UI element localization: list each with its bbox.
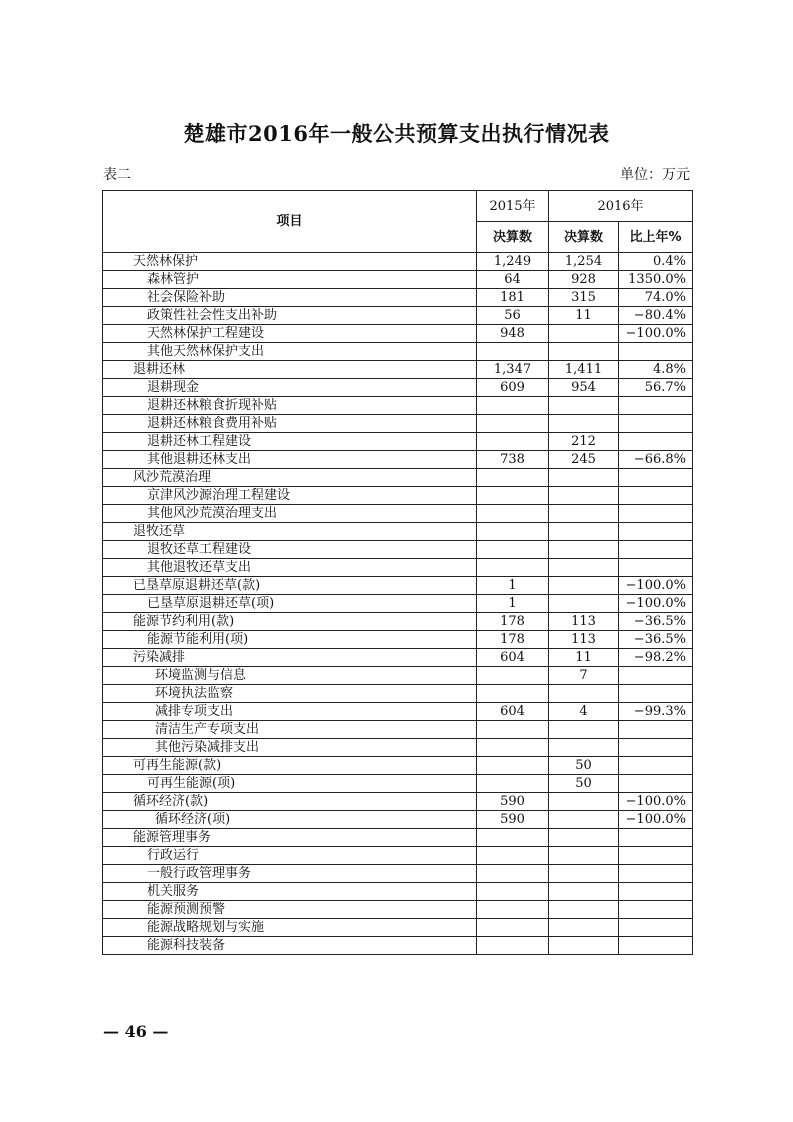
- row-item-name: 退牧还草: [103, 523, 477, 541]
- table-row: [103, 361, 693, 379]
- row-value-2016: [549, 343, 619, 361]
- row-change-percent: [619, 883, 693, 901]
- row-value-2016: [549, 595, 619, 613]
- row-value-2015: [477, 865, 549, 883]
- table-row: [103, 307, 693, 325]
- row-value-2016: 4: [549, 703, 619, 721]
- row-item-name: 其他天然林保护支出: [103, 343, 477, 361]
- row-change-percent: −100.0%: [619, 577, 693, 595]
- table-row: [103, 379, 693, 397]
- row-value-2015: 604: [477, 649, 549, 667]
- row-item-name: 天然林保护工程建设: [103, 325, 477, 343]
- year-2016-header: 2016年: [549, 191, 693, 222]
- row-value-2015: [477, 739, 549, 757]
- table-row: [103, 685, 693, 703]
- unit-label: 单位：万元: [620, 167, 690, 183]
- row-value-2016: [549, 577, 619, 595]
- row-item-name: 退耕还林粮食费用补贴: [103, 415, 477, 433]
- row-change-percent: −36.5%: [619, 613, 693, 631]
- row-change-percent: [619, 667, 693, 685]
- row-value-2016: [549, 739, 619, 757]
- row-item-name: 能源节能利用(项): [103, 631, 477, 649]
- row-change-percent: −100.0%: [619, 325, 693, 343]
- row-value-2015: [477, 757, 549, 775]
- row-value-2015: [477, 433, 549, 451]
- row-change-percent: −80.4%: [619, 307, 693, 325]
- row-value-2016: [549, 901, 619, 919]
- row-value-2016: 928: [549, 271, 619, 289]
- row-value-2015: [477, 685, 549, 703]
- row-value-2015: 181: [477, 289, 549, 307]
- row-change-percent: −98.2%: [619, 649, 693, 667]
- row-value-2016: 1,254: [549, 253, 619, 271]
- row-value-2015: 178: [477, 613, 549, 631]
- row-value-2015: [477, 397, 549, 415]
- row-change-percent: [619, 757, 693, 775]
- row-change-percent: −66.8%: [619, 451, 693, 469]
- row-change-percent: [619, 415, 693, 433]
- row-item-name: 其他退牧还草支出: [103, 559, 477, 577]
- row-value-2016: [549, 829, 619, 847]
- row-item-name: 京津风沙源治理工程建设: [103, 487, 477, 505]
- row-change-percent: [619, 865, 693, 883]
- row-change-percent: [619, 487, 693, 505]
- row-item-name: 环境监测与信息: [103, 667, 477, 685]
- row-change-percent: [619, 829, 693, 847]
- row-value-2016: 50: [549, 775, 619, 793]
- row-item-name: 能源预测预警: [103, 901, 477, 919]
- page-number: — 46 —: [103, 1022, 169, 1041]
- table-row: [103, 505, 693, 523]
- row-value-2015: 178: [477, 631, 549, 649]
- table-row: [103, 901, 693, 919]
- row-value-2015: [477, 487, 549, 505]
- row-value-2016: [549, 937, 619, 955]
- table-row: [103, 937, 693, 955]
- row-item-name: 社会保险补助: [103, 289, 477, 307]
- table-row: [103, 253, 693, 271]
- row-value-2016: [549, 559, 619, 577]
- row-value-2016: 113: [549, 631, 619, 649]
- row-change-percent: [619, 433, 693, 451]
- row-value-2016: 7: [549, 667, 619, 685]
- row-item-name: 污染减排: [103, 649, 477, 667]
- table-row: [103, 271, 693, 289]
- row-value-2015: 948: [477, 325, 549, 343]
- row-change-percent: 56.7%: [619, 379, 693, 397]
- row-value-2015: [477, 721, 549, 739]
- table-row: [103, 865, 693, 883]
- row-item-name: 退耕现金: [103, 379, 477, 397]
- table-row: [103, 559, 693, 577]
- table-row: [103, 703, 693, 721]
- table-row: [103, 829, 693, 847]
- row-item-name: 已垦草原退耕还草(项): [103, 595, 477, 613]
- row-value-2015: 1,347: [477, 361, 549, 379]
- row-change-percent: −36.5%: [619, 631, 693, 649]
- row-change-percent: −100.0%: [619, 595, 693, 613]
- row-value-2015: [477, 883, 549, 901]
- row-value-2016: [549, 721, 619, 739]
- row-value-2015: [477, 847, 549, 865]
- table-row: [103, 541, 693, 559]
- budget-table: [102, 190, 693, 955]
- final-2016-header: 决算数: [549, 222, 619, 253]
- row-value-2015: 604: [477, 703, 549, 721]
- row-item-name: 一般行政管理事务: [103, 865, 477, 883]
- row-item-name: 其他污染减排支出: [103, 739, 477, 757]
- row-value-2016: 212: [549, 433, 619, 451]
- row-change-percent: −100.0%: [619, 793, 693, 811]
- table-row: [103, 811, 693, 829]
- row-value-2016: [549, 793, 619, 811]
- table-row: [103, 883, 693, 901]
- row-item-name: 循环经济(项): [103, 811, 477, 829]
- row-value-2015: 609: [477, 379, 549, 397]
- row-value-2016: 245: [549, 451, 619, 469]
- row-item-name: 政策性社会性支出补助: [103, 307, 477, 325]
- table-header: [103, 191, 693, 253]
- row-value-2015: [477, 523, 549, 541]
- row-item-name: 天然林保护: [103, 253, 477, 271]
- row-item-name: 机关服务: [103, 883, 477, 901]
- row-item-name: 可再生能源(款): [103, 757, 477, 775]
- table-row: [103, 595, 693, 613]
- table-row: [103, 667, 693, 685]
- row-value-2016: [549, 685, 619, 703]
- row-value-2016: [549, 541, 619, 559]
- table-row: [103, 469, 693, 487]
- row-value-2015: 64: [477, 271, 549, 289]
- row-value-2016: [549, 505, 619, 523]
- row-value-2015: 590: [477, 793, 549, 811]
- row-change-percent: [619, 847, 693, 865]
- row-item-name: 行政运行: [103, 847, 477, 865]
- row-value-2016: 315: [549, 289, 619, 307]
- row-value-2016: 1,411: [549, 361, 619, 379]
- table-number: 表二: [103, 167, 131, 183]
- row-change-percent: [619, 559, 693, 577]
- row-value-2016: [549, 487, 619, 505]
- table-row: [103, 397, 693, 415]
- row-value-2016: [549, 811, 619, 829]
- table-row: [103, 433, 693, 451]
- row-item-name: 能源节约利用(款): [103, 613, 477, 631]
- row-value-2015: [477, 667, 549, 685]
- table-row: [103, 721, 693, 739]
- change-header: 比上年%: [619, 222, 693, 253]
- row-change-percent: [619, 505, 693, 523]
- table-row: [103, 847, 693, 865]
- table-row: [103, 451, 693, 469]
- row-change-percent: 1350.0%: [619, 271, 693, 289]
- row-value-2016: 11: [549, 307, 619, 325]
- row-change-percent: [619, 685, 693, 703]
- row-value-2016: [549, 397, 619, 415]
- row-change-percent: [619, 775, 693, 793]
- row-value-2015: 590: [477, 811, 549, 829]
- year-2015-header: 2015年: [477, 191, 549, 222]
- row-change-percent: [619, 739, 693, 757]
- row-item-name: 可再生能源(项): [103, 775, 477, 793]
- row-value-2016: [549, 883, 619, 901]
- table-row: [103, 577, 693, 595]
- row-item-name: 能源管理事务: [103, 829, 477, 847]
- table-row: [103, 289, 693, 307]
- table-row: [103, 649, 693, 667]
- row-change-percent: [619, 343, 693, 361]
- row-value-2015: [477, 775, 549, 793]
- row-value-2016: [549, 847, 619, 865]
- table-row: [103, 739, 693, 757]
- row-change-percent: −100.0%: [619, 811, 693, 829]
- table-row: [103, 631, 693, 649]
- row-item-name: 能源战略规划与实施: [103, 919, 477, 937]
- table-row: [103, 325, 693, 343]
- row-change-percent: 74.0%: [619, 289, 693, 307]
- row-item-name: 减排专项支出: [103, 703, 477, 721]
- row-item-name: 其他退耕还林支出: [103, 451, 477, 469]
- table-row: [103, 343, 693, 361]
- page-title: 楚雄市2016年一般公共预算支出执行情况表: [183, 121, 610, 146]
- row-item-name: 退耕还林工程建设: [103, 433, 477, 451]
- final-2015-header: 决算数: [477, 222, 549, 253]
- row-value-2016: 50: [549, 757, 619, 775]
- row-item-name: 环境执法监察: [103, 685, 477, 703]
- row-change-percent: [619, 919, 693, 937]
- row-value-2015: [477, 559, 549, 577]
- row-value-2016: 113: [549, 613, 619, 631]
- row-value-2015: 56: [477, 307, 549, 325]
- table-row: [103, 919, 693, 937]
- row-item-name: 已垦草原退耕还草(款): [103, 577, 477, 595]
- row-value-2015: 1: [477, 577, 549, 595]
- table-row: [103, 415, 693, 433]
- row-item-name: 其他风沙荒漠治理支出: [103, 505, 477, 523]
- table-row: [103, 613, 693, 631]
- row-value-2015: [477, 901, 549, 919]
- row-item-name: 退牧还草工程建设: [103, 541, 477, 559]
- table-row: [103, 757, 693, 775]
- row-value-2015: [477, 937, 549, 955]
- row-value-2015: [477, 541, 549, 559]
- row-change-percent: −99.3%: [619, 703, 693, 721]
- row-value-2016: [549, 325, 619, 343]
- row-value-2016: 954: [549, 379, 619, 397]
- row-value-2016: [549, 865, 619, 883]
- row-value-2016: [549, 469, 619, 487]
- row-change-percent: [619, 721, 693, 739]
- row-item-name: 退耕还林粮食折现补贴: [103, 397, 477, 415]
- table-row: [103, 523, 693, 541]
- row-item-name: 风沙荒漠治理: [103, 469, 477, 487]
- row-value-2015: [477, 343, 549, 361]
- row-item-name: 清洁生产专项支出: [103, 721, 477, 739]
- row-change-percent: [619, 901, 693, 919]
- item-column-header: 项目: [103, 191, 477, 253]
- row-change-percent: [619, 523, 693, 541]
- row-value-2015: [477, 505, 549, 523]
- row-change-percent: 0.4%: [619, 253, 693, 271]
- row-value-2015: 738: [477, 451, 549, 469]
- row-value-2015: [477, 469, 549, 487]
- row-change-percent: [619, 541, 693, 559]
- table-row: [103, 775, 693, 793]
- row-item-name: 能源科技装备: [103, 937, 477, 955]
- row-change-percent: 4.8%: [619, 361, 693, 379]
- table-row: [103, 793, 693, 811]
- row-change-percent: [619, 397, 693, 415]
- row-item-name: 退耕还林: [103, 361, 477, 379]
- row-change-percent: [619, 937, 693, 955]
- row-value-2015: [477, 919, 549, 937]
- row-item-name: 森林管护: [103, 271, 477, 289]
- row-value-2015: 1,249: [477, 253, 549, 271]
- row-value-2015: 1: [477, 595, 549, 613]
- table-row: [103, 487, 693, 505]
- row-item-name: 循环经济(款): [103, 793, 477, 811]
- row-value-2016: [549, 415, 619, 433]
- table-body: [103, 253, 693, 955]
- row-value-2015: [477, 829, 549, 847]
- row-change-percent: [619, 469, 693, 487]
- row-value-2016: 11: [549, 649, 619, 667]
- row-value-2016: [549, 523, 619, 541]
- row-value-2015: [477, 415, 549, 433]
- row-value-2016: [549, 919, 619, 937]
